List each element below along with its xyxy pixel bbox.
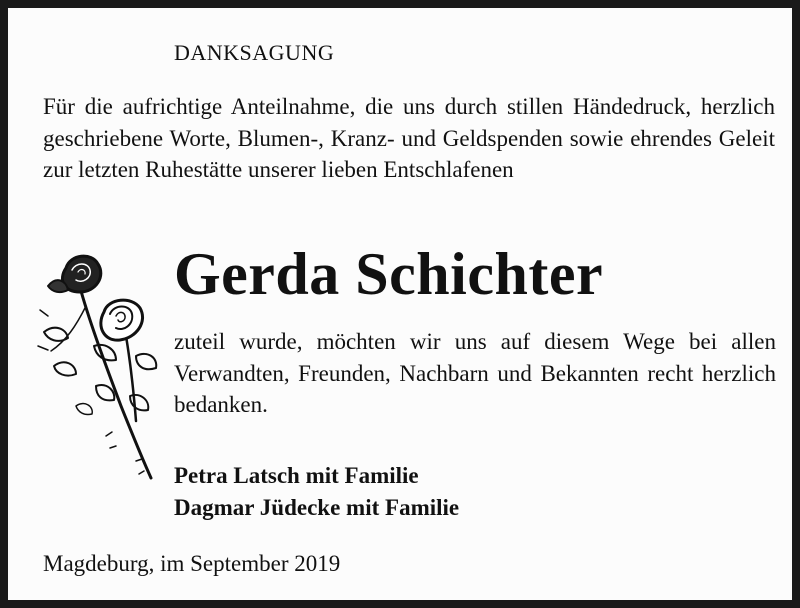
signer-line: Petra Latsch mit Familie xyxy=(174,463,419,488)
deceased-name: Gerda Schichter xyxy=(174,241,604,307)
notice-heading: DANKSAGUNG xyxy=(174,40,335,65)
intro-paragraph: Für die aufrichtige Anteilnahme, die uns durch stillen Händedruck, herzlich geschriebene Worte, Blumen-, Kranz- und Geldspenden sowie ehrendes Geleit zur letzten Ruhestätte unserer lieben Entschlafenen xyxy=(43,94,775,182)
place-and-date: Magdeburg, im September 2019 xyxy=(43,551,341,576)
thanks-paragraph: zuteil wurde, möchten wir uns auf diesem Wege bei allen Verwandten, Freunden, Nachbarn und Bekannten recht herzlich bedanken. xyxy=(174,329,776,417)
signers-block xyxy=(174,460,459,523)
signer-line: Dagmar Jüdecke mit Familie xyxy=(174,494,460,520)
roses-icon xyxy=(36,246,168,484)
